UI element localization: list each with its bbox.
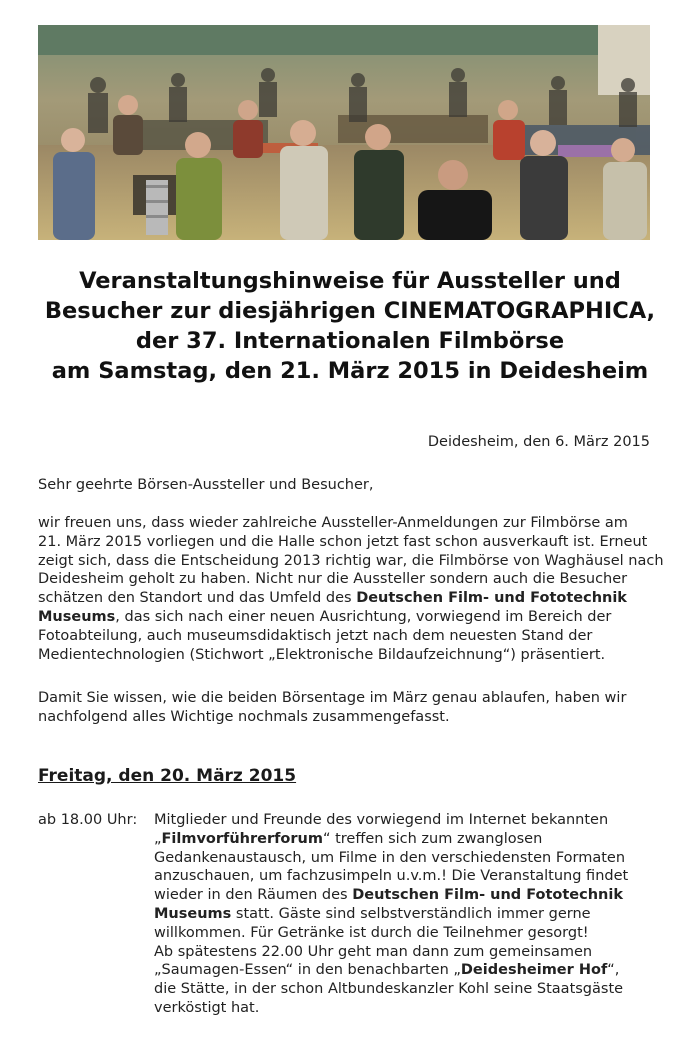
text-segment: wieder in den Räumen des <box>154 887 353 904</box>
text-line <box>154 924 674 943</box>
text-segment: “, <box>607 962 620 979</box>
text-segment: zeigt sich, dass die Entscheidung 2013 richtig war, die Filmbörse von Waghäusel nach <box>38 552 664 569</box>
text-line <box>38 708 678 727</box>
text-segment: statt. Gäste sind selbstverständlich immer gerne <box>231 905 591 922</box>
text-line <box>154 811 674 830</box>
headline-line: Besucher zur diesjährigen CINEMATOGRAPHICA, <box>44 298 656 324</box>
text-line <box>38 533 678 552</box>
headline <box>20 266 680 386</box>
bold-text: Museums <box>154 905 232 922</box>
text-segment: , das sich nach einer neuen Ausrichtung, vorwiegend im Bereich der <box>115 608 612 625</box>
text-line <box>38 589 678 608</box>
text-line <box>38 552 678 571</box>
text-line <box>154 886 674 905</box>
bold-text: Museums <box>38 608 116 625</box>
text-line <box>38 689 678 708</box>
schedule-description <box>154 811 674 1018</box>
text-line <box>154 943 674 962</box>
text-segment: Fotoabteilung, auch museumsdidaktisch jetzt nach dem neuesten Stand der <box>38 627 593 644</box>
text-segment: Ab spätestens 22.00 Uhr geht man dann zum gemeinsamen <box>154 943 593 960</box>
text-line <box>154 905 674 924</box>
text-line <box>154 999 674 1018</box>
text-segment: anzuschauen, um fachzusimpeln u.v.m.! Die Veranstaltung findet <box>154 868 629 885</box>
text-line <box>38 627 678 646</box>
text-line <box>38 570 678 589</box>
headline-line: am Samstag, den 21. März 2015 in Deidesheim <box>51 358 649 384</box>
text-segment: Deidesheim geholt zu haben. Nicht nur die Aussteller sondern auch die Besucher <box>38 571 628 588</box>
date-line: Deidesheim, den 6. März 2015 <box>427 434 650 450</box>
text-segment: „ <box>154 830 162 847</box>
text-segment: willkommen. Für Getränke ist durch die Teilnehmer gesorgt! <box>154 924 589 941</box>
bold-text: Filmvorführerforum <box>161 830 323 847</box>
text-segment: „Saumagen-Essen“ in den benachbarten „ <box>154 962 461 979</box>
text-segment: Mitglieder und Freunde des vorwiegend im Internet bekannten <box>154 812 609 828</box>
text-segment: Medientechnologien (Stichwort „Elektronische Bildaufzeichnung“) präsentiert. <box>38 646 606 663</box>
text-line <box>154 849 674 868</box>
section-heading-friday: Freitag, den 20. März 2015 <box>38 766 297 786</box>
bold-text: Deidesheimer Hof <box>460 962 608 979</box>
crowd-photo-illustration <box>38 25 650 240</box>
headline-line: Veranstaltungshinweise für Aussteller und <box>79 268 621 294</box>
text-segment: Gedankenaustausch, um Filme in den verschiedensten Formaten <box>154 849 626 866</box>
text-segment: “ treffen sich zum zwanglosen <box>322 830 543 847</box>
text-segment: schätzen den Standort und das Umfeld des <box>38 590 357 607</box>
bold-text: Deutschen Film- und Fototechnik <box>352 887 623 904</box>
text-line <box>38 608 678 627</box>
text-line <box>38 514 678 533</box>
bold-text: Deutschen Film- und Fototechnik <box>356 590 627 607</box>
text-segment: die Stätte, in der schon Altbundeskanzler Kohl seine Staatsgäste <box>154 981 624 998</box>
salutation: Sehr geehrte Börsen-Aussteller und Besucher, <box>38 477 374 493</box>
intro-paragraph <box>38 514 678 664</box>
text-segment: 21. März 2015 vorliegen und die Halle schon jetzt fast schon ausverkauft ist. Erneut <box>38 533 648 550</box>
text-line <box>154 980 674 999</box>
text-segment: nachfolgend alles Wichtige nochmals zusammengefasst. <box>38 708 450 725</box>
text-line <box>154 961 674 980</box>
overview-paragraph <box>38 689 678 727</box>
text-segment: wir freuen uns, dass wieder zahlreiche Aussteller-Anmeldungen zur Filmbörse am <box>38 515 628 531</box>
text-segment: Damit Sie wissen, wie die beiden Börsentage im März genau ablaufen, haben wir <box>38 690 627 706</box>
hero-photo-film-fair-crowd <box>38 25 650 240</box>
text-line <box>154 867 674 886</box>
text-line <box>38 646 678 665</box>
text-segment: verköstigt hat. <box>154 999 260 1016</box>
text-line <box>154 830 674 849</box>
headline-line: der 37. Internationalen Filmbörse <box>135 328 565 354</box>
schedule-time: ab 18.00 Uhr: <box>38 812 138 828</box>
